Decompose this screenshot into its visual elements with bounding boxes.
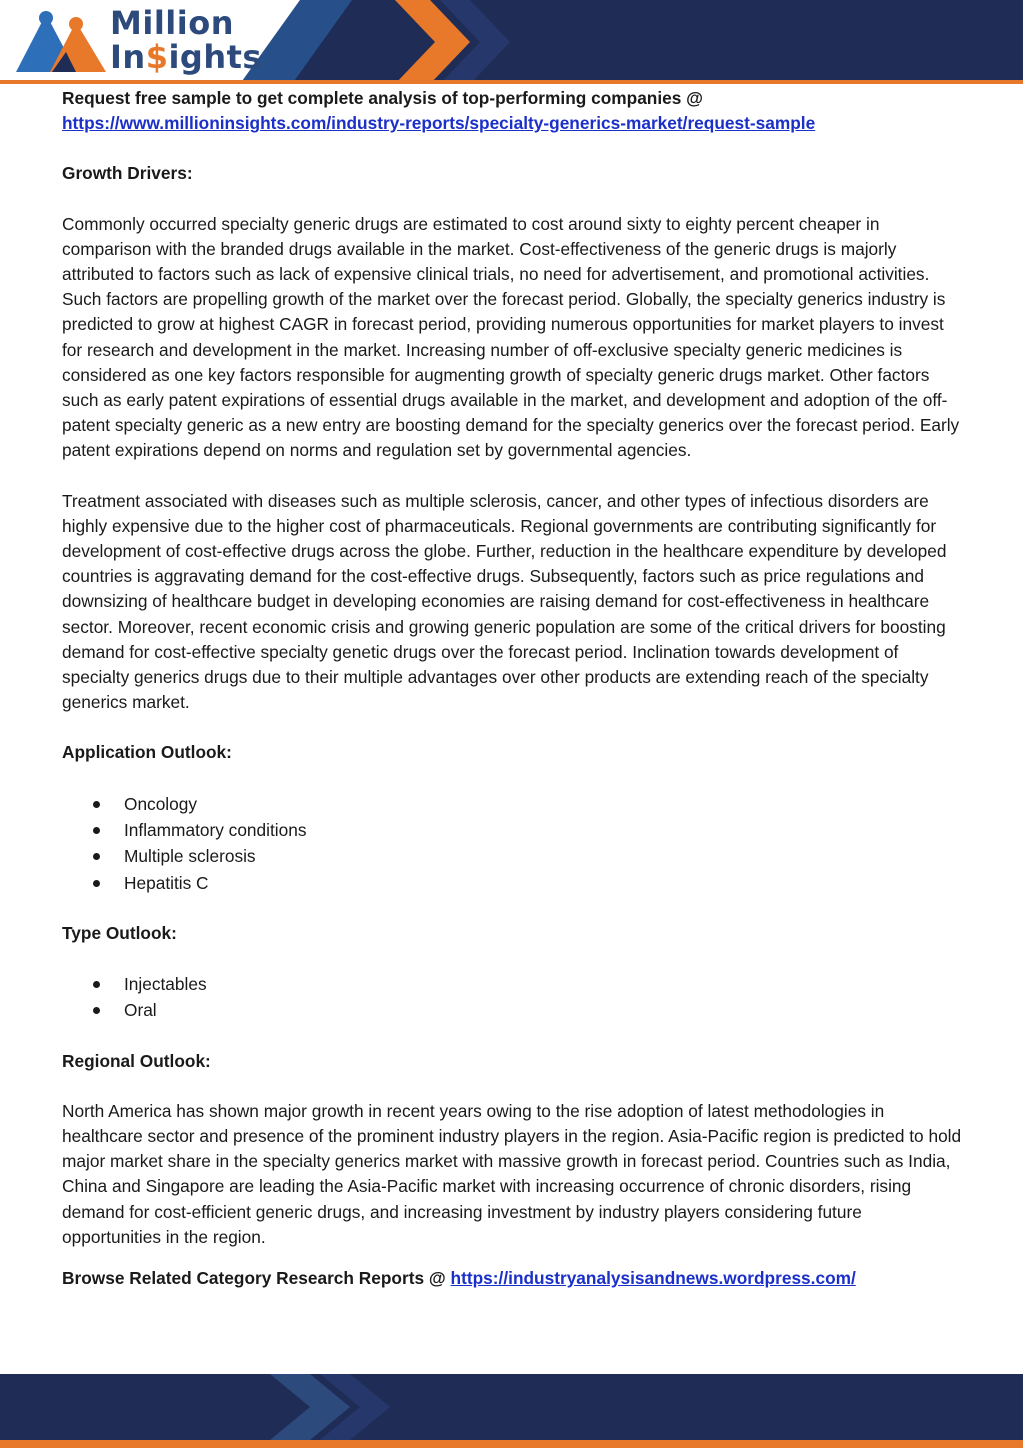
growth-paragraph-1: Commonly occurred specialty generic drugs are estimated to cost around sixty to eighty percent cheaper in comparison with the branded drugs available in the market. Cost-effectiveness of the generic drugs is majorly attributed to factors such as lack of expensive clinical trials, no need for advertisement, and promotional activities. Such factors are propelling growth of the market over the forecast period. Globally, the specialty generics industry is predicted to grow at highest CAGR in forecast period, providing numerous opportunities for market players to invest for research and development in the market. Increasing number of off-exclusive specialty generic medicines is considered as one key factors responsible for augmenting growth of specialty generic drugs market. Other factors such as early patent expirations of essential drugs available in the market, and development and adoption of the off-patent specialty generic as a new entry are boosting demand for the specialty generics over the forecast period. Early patent expirations depend on norms and regulation set by governmental agencies. [62,213,960,461]
logo-line-1: Million [110,4,234,42]
sample-heading: Request free sample to get complete analysis of top-performing companies @ [62,88,704,108]
logo-wordmark [110,6,262,74]
browse-link[interactable]: https://industryanalysisandnews.wordpress.com/ [450,1268,856,1289]
growth-paragraph-2: Treatment associated with diseases such as multiple sclerosis, cancer, and other types of infectious disorders are highly expensive due to the higher cost of pharmaceuticals. Regional governments are contributing significantly for development of cost-effective drugs across the globe. Further, reduction in the healthcare expenditure by developed countries is aggravating demand for the cost-effective drugs. Subsequently, factors such as price regulations and downsizing of healthcare budget in developing economies are raising demand for cost-effectiveness in healthcare sector. Moreover, recent economic crisis and growing generic population are some of the critical drivers for boosting demand for cost-effective specialty genetic drugs over the forecast period. Inclination towards development of specialty generics drugs due to their multiple advantages over other products are extending reach of the specialty generics market. [62,490,947,713]
list-item: Multiple sclerosis [62,843,962,869]
list-item: Hepatitis C [62,870,962,896]
list-item: Oncology [62,791,962,817]
logo-mark-icon [8,2,118,82]
browse-line [62,1266,962,1291]
growth-drivers-heading: Growth Drivers: [62,163,193,184]
application-outlook-heading: Application Outlook: [62,742,232,763]
sample-link[interactable]: https://www.millioninsights.com/industry-reports/specialty-generics-market/request-sample [62,113,816,134]
regional-outlook-heading: Regional Outlook: [62,1050,211,1071]
list-item: Injectables [62,971,962,997]
footer-banner [0,1374,1023,1448]
list-item: Oral [62,997,962,1023]
header-banner [0,0,1023,84]
document-body [62,86,962,1291]
logo-line-2: In$ights [110,38,262,76]
application-list [62,791,962,896]
browse-label: Browse Related Category Research Reports @ [62,1268,446,1289]
type-outlook-heading: Type Outlook: [62,922,177,943]
footer-graphic [0,1374,1023,1448]
list-item: Inflammatory conditions [62,817,962,843]
type-list [62,971,962,1024]
regional-paragraph: North America has shown major growth in recent years owing to the rise adoption of latest methodologies in healthcare sector and presence of the prominent industry players in the region. Asia-Pacific region is predicted to hold major market share in the specialty generics market with massive growth in forecast period. Countries such as India, China and Singapore are leading the Asia-Pacific market with increasing occurrence of chronic disorders, rising demand for cost-efficient generic drugs, and increasing investment by industry players considering future opportunities in the region. [62,1100,962,1247]
